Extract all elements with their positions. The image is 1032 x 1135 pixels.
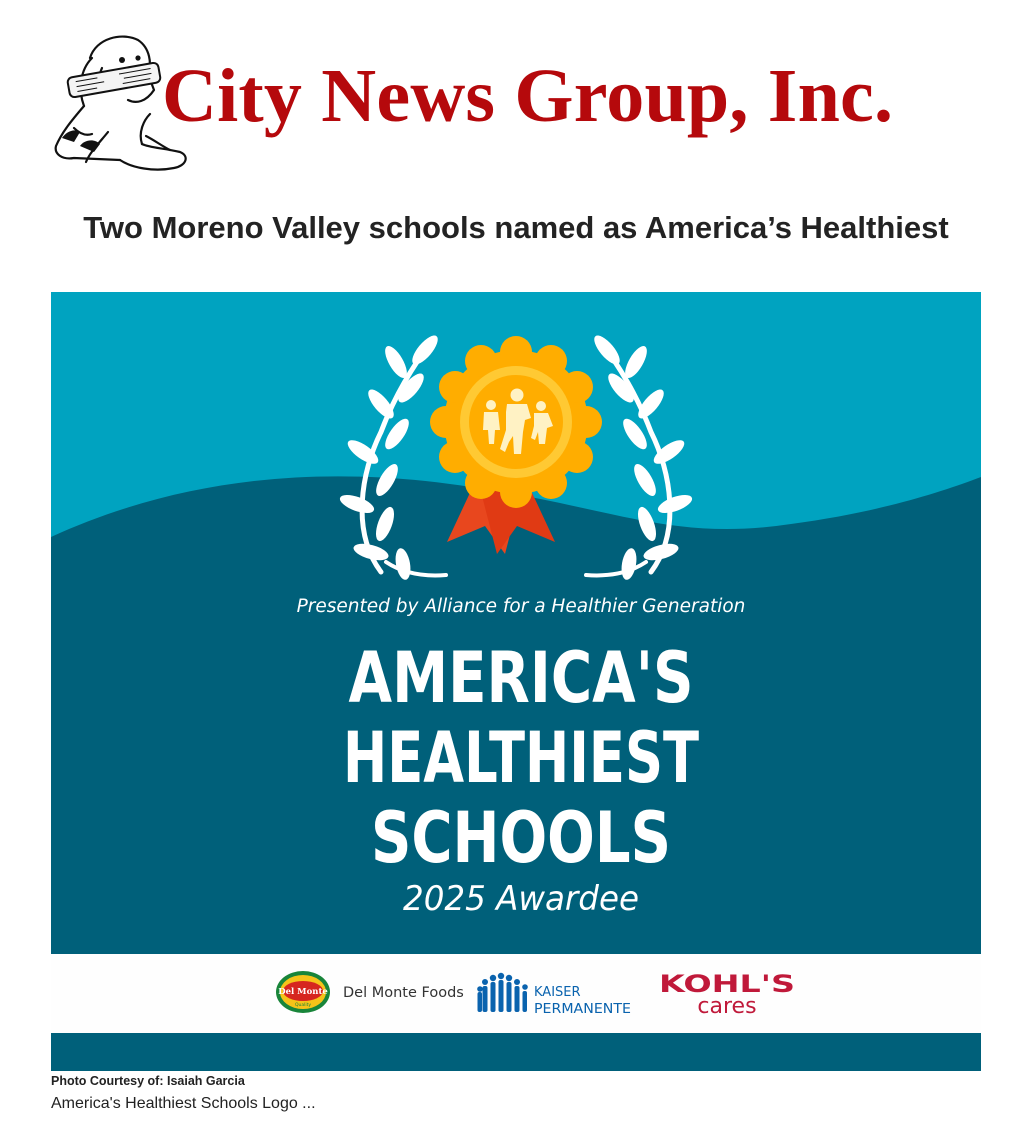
kohls-cares: cares <box>697 994 757 1019</box>
article-photo <box>51 292 981 1071</box>
del-monte-badge-text: Del Monte <box>278 987 328 997</box>
award-title-line-1: AMERICA'S <box>348 637 694 719</box>
kaiser-line-1: KAISER <box>534 985 581 1000</box>
award-graphic <box>51 292 981 1071</box>
presented-by-text: Presented by Alliance for a Healthier Generation <box>296 596 746 617</box>
article-headline: Two Moreno Valley schools named as America’s Healthiest <box>83 210 949 245</box>
del-monte-name: Del Monte Foods <box>343 985 464 1001</box>
masthead <box>50 28 980 174</box>
award-title-line-3: SCHOOLS <box>371 797 671 879</box>
award-title-line-2: HEALTHIEST <box>343 717 700 799</box>
photo-credit: Photo Courtesy of: Isaiah Garcia <box>51 1074 245 1088</box>
bottom-band <box>51 1033 981 1071</box>
site-brand-title[interactable]: City News Group, Inc. <box>162 54 894 138</box>
award-subtitle: 2025 Awardee <box>403 879 639 919</box>
kohls-brand: KOHL'S <box>659 970 795 998</box>
del-monte-badge-sub: Quality <box>294 1003 312 1008</box>
kaiser-line-2: PERMANENTE <box>534 1002 631 1017</box>
photo-caption: America's Healthiest Schools Logo ... <box>51 1095 316 1112</box>
